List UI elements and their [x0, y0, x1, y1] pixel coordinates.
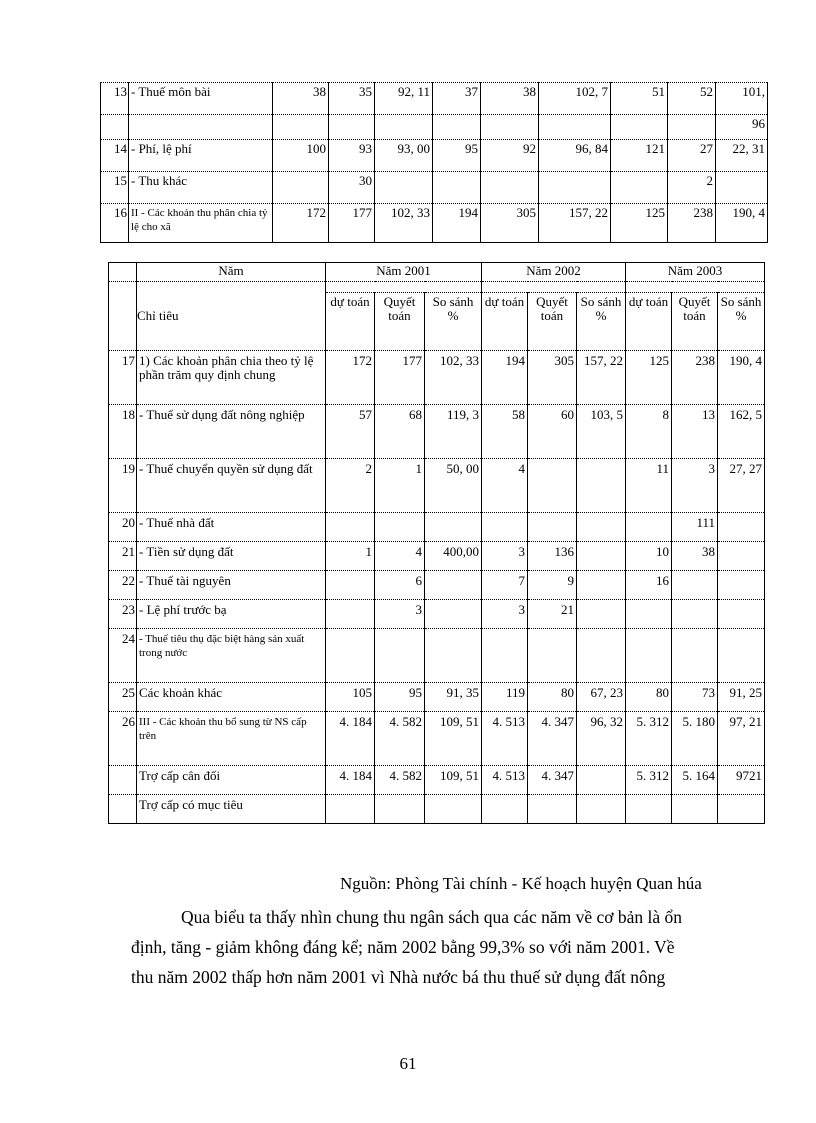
row-label: - Thuế tiêu thụ đặc biệt hàng sản xuất trong nước [137, 629, 326, 683]
table-row [101, 204, 768, 243]
value-cell: 80 [528, 683, 577, 712]
value-cell [528, 513, 577, 542]
value-cell [375, 795, 425, 824]
value-cell [425, 600, 482, 629]
header-year-label: Năm [137, 263, 326, 282]
row-label: - Thuế nhà đất [137, 513, 326, 542]
row-label: 1) Các khoản phân chia theo tỷ lệ phần trăm quy định chung [137, 351, 326, 405]
row-label: Các khoản khác [137, 683, 326, 712]
value-cell: 67, 23 [577, 683, 626, 712]
value-cell [481, 115, 539, 140]
row-label [129, 115, 273, 140]
value-cell: 37 [433, 83, 481, 115]
value-cell [326, 629, 375, 683]
value-cell: 11 [626, 459, 672, 513]
value-cell: 6 [375, 571, 425, 600]
row-index: 24 [109, 629, 137, 683]
table-row [109, 459, 765, 513]
header-du-toan-2002: dự toán [482, 293, 528, 351]
value-cell [326, 600, 375, 629]
value-cell: 4 [375, 542, 425, 571]
value-cell [672, 571, 718, 600]
table-row [101, 115, 768, 140]
table-row [109, 513, 765, 542]
value-cell: 190, 4 [716, 204, 768, 243]
value-cell: 102, 33 [375, 204, 433, 243]
value-cell [482, 629, 528, 683]
value-cell: 238 [672, 351, 718, 405]
value-cell [626, 629, 672, 683]
value-cell [718, 513, 765, 542]
table-row [109, 600, 765, 629]
value-cell: 162, 5 [718, 405, 765, 459]
row-index: 21 [109, 542, 137, 571]
value-cell [539, 115, 611, 140]
header-quyet-toan-2003: Quyết toán [672, 293, 718, 351]
row-label: - Lệ phí trước bạ [137, 600, 326, 629]
value-cell [577, 571, 626, 600]
value-cell [482, 513, 528, 542]
row-index: 20 [109, 513, 137, 542]
value-cell: 3 [482, 600, 528, 629]
value-cell: 38 [481, 83, 539, 115]
value-cell: 60 [528, 405, 577, 459]
value-cell: 27 [668, 140, 716, 172]
value-cell [528, 795, 577, 824]
value-cell: 100 [273, 140, 329, 172]
value-cell [273, 172, 329, 204]
value-cell: 21 [528, 600, 577, 629]
value-cell: 13 [672, 405, 718, 459]
table-row [109, 405, 765, 459]
value-cell [326, 513, 375, 542]
value-cell: 3 [672, 459, 718, 513]
value-cell: 105 [326, 683, 375, 712]
row-index [101, 115, 129, 140]
row-index [109, 766, 137, 795]
value-cell [718, 629, 765, 683]
row-label: - Thuế sử dụng đất nông nghiệp [137, 405, 326, 459]
header-quyet-toan-2001: Quyết toán [375, 293, 425, 351]
table-row [109, 629, 765, 683]
value-cell: 9721 [718, 766, 765, 795]
value-cell [528, 629, 577, 683]
value-cell: 125 [626, 351, 672, 405]
value-cell: 10 [626, 542, 672, 571]
value-cell [528, 459, 577, 513]
value-cell [433, 172, 481, 204]
value-cell: 96, 32 [577, 712, 626, 766]
header-year-2003: Năm 2003 [626, 263, 765, 282]
value-cell: 157, 22 [577, 351, 626, 405]
value-cell: 101, [716, 83, 768, 115]
value-cell: 1 [375, 459, 425, 513]
value-cell: 2 [326, 459, 375, 513]
value-cell [433, 115, 481, 140]
header-year-2001: Năm 2001 [326, 263, 482, 282]
value-cell: 177 [329, 204, 375, 243]
value-cell [718, 571, 765, 600]
table-row [109, 351, 765, 405]
table-row [109, 571, 765, 600]
value-cell: 2 [668, 172, 716, 204]
value-cell: 68 [375, 405, 425, 459]
value-cell: 238 [668, 204, 716, 243]
main-revenue-table [108, 262, 765, 824]
value-cell: 95 [375, 683, 425, 712]
value-cell [425, 571, 482, 600]
header-so-sanh-2003: So sánh % [718, 293, 765, 351]
value-cell: 109, 51 [425, 712, 482, 766]
value-cell: 4. 347 [528, 712, 577, 766]
value-cell [672, 629, 718, 683]
value-cell [577, 459, 626, 513]
value-cell [375, 629, 425, 683]
paragraph-line-2: định, tăng - giảm không đáng kể; năm 2002 bằng 99,3% so với năm 2001. Về [131, 937, 675, 957]
value-cell: 92 [481, 140, 539, 172]
value-cell: 125 [611, 204, 668, 243]
row-index: 13 [101, 83, 129, 115]
value-cell [611, 172, 668, 204]
value-cell [539, 172, 611, 204]
row-label: - Thuế môn bài [129, 83, 273, 115]
value-cell: 5. 312 [626, 766, 672, 795]
value-cell: 4. 184 [326, 712, 375, 766]
value-cell: 172 [326, 351, 375, 405]
value-cell: 102, 33 [425, 351, 482, 405]
value-cell: 57 [326, 405, 375, 459]
value-cell [273, 115, 329, 140]
table-row [101, 83, 768, 115]
value-cell: 52 [668, 83, 716, 115]
row-index: 23 [109, 600, 137, 629]
value-cell: 102, 7 [539, 83, 611, 115]
header-so-sanh-2002: So sánh % [577, 293, 626, 351]
value-cell [375, 115, 433, 140]
row-label: Trợ cấp có mục tiêu [137, 795, 326, 824]
paragraph-line-3: thu năm 2002 thấp hơn năm 2001 vì Nhà nước bá thu thuế sử dụng đất nông [131, 967, 666, 987]
value-cell: 73 [672, 683, 718, 712]
value-cell [672, 600, 718, 629]
value-cell: 305 [481, 204, 539, 243]
value-cell: 97, 21 [718, 712, 765, 766]
value-cell: 4. 184 [326, 766, 375, 795]
value-cell: 119, 3 [425, 405, 482, 459]
value-cell: 194 [433, 204, 481, 243]
header-du-toan-2001: dự toán [326, 293, 375, 351]
value-cell: 119 [482, 683, 528, 712]
value-cell: 96, 84 [539, 140, 611, 172]
value-cell: 91, 25 [718, 683, 765, 712]
value-cell: 51 [611, 83, 668, 115]
row-index: 15 [101, 172, 129, 204]
value-cell: 96 [716, 115, 768, 140]
row-label: II - Các khoản thu phân chia tỷ lệ cho xã [129, 204, 273, 243]
table-row [101, 172, 768, 204]
value-cell: 5. 180 [672, 712, 718, 766]
row-label: - Thuế chuyển quyền sử dụng đất [137, 459, 326, 513]
header-quyet-toan-2002: Quyết toán [528, 293, 577, 351]
value-cell: 136 [528, 542, 577, 571]
value-cell [481, 172, 539, 204]
row-label: - Thu khác [129, 172, 273, 204]
value-cell [626, 513, 672, 542]
value-cell: 38 [672, 542, 718, 571]
value-cell: 5. 164 [672, 766, 718, 795]
value-cell: 172 [273, 204, 329, 243]
value-cell: 4. 347 [528, 766, 577, 795]
value-cell [577, 600, 626, 629]
source-note: Nguồn: Phòng Tài chính - Kế hoạch huyện Quan húa [340, 874, 702, 893]
value-cell: 103, 5 [577, 405, 626, 459]
value-cell [626, 795, 672, 824]
value-cell: 3 [375, 600, 425, 629]
row-index: 22 [109, 571, 137, 600]
value-cell: 194 [482, 351, 528, 405]
value-cell: 305 [528, 351, 577, 405]
value-cell: 27, 27 [718, 459, 765, 513]
row-label: III - Các khoản thu bổ sung từ NS cấp trên [137, 712, 326, 766]
row-index: 18 [109, 405, 137, 459]
top-revenue-table [100, 82, 768, 243]
value-cell [577, 629, 626, 683]
value-cell [326, 795, 375, 824]
row-index: 26 [109, 712, 137, 766]
value-cell [611, 115, 668, 140]
value-cell [577, 766, 626, 795]
value-cell [425, 629, 482, 683]
value-cell: 93 [329, 140, 375, 172]
row-index: 17 [109, 351, 137, 405]
value-cell [326, 571, 375, 600]
value-cell [716, 172, 768, 204]
value-cell: 3 [482, 542, 528, 571]
value-cell: 30 [329, 172, 375, 204]
value-cell: 1 [326, 542, 375, 571]
value-cell: 111 [672, 513, 718, 542]
value-cell [375, 172, 433, 204]
header-index-cell [109, 263, 137, 282]
value-cell [626, 600, 672, 629]
header-year-2002: Năm 2002 [482, 263, 626, 282]
value-cell: 95 [433, 140, 481, 172]
header-indicator-label: Chỉ tiêu [137, 282, 326, 351]
value-cell [425, 795, 482, 824]
value-cell: 400,00 [425, 542, 482, 571]
value-cell: 109, 51 [425, 766, 482, 795]
value-cell: 121 [611, 140, 668, 172]
header-so-sanh-2001: So sánh % [425, 293, 482, 351]
value-cell: 4 [482, 459, 528, 513]
row-label: - Phí, lệ phí [129, 140, 273, 172]
value-cell: 8 [626, 405, 672, 459]
row-label: Trợ cấp cân đối [137, 766, 326, 795]
page-number: 61 [399, 1054, 417, 1073]
value-cell [425, 513, 482, 542]
row-label: - Thuế tài nguyên [137, 571, 326, 600]
value-cell: 4. 513 [482, 712, 528, 766]
value-cell: 91, 35 [425, 683, 482, 712]
value-cell [672, 795, 718, 824]
value-cell: 5. 312 [626, 712, 672, 766]
row-index: 19 [109, 459, 137, 513]
value-cell: 22, 31 [716, 140, 768, 172]
value-cell: 157, 22 [539, 204, 611, 243]
row-index: 25 [109, 683, 137, 712]
row-index: 16 [101, 204, 129, 243]
value-cell [718, 795, 765, 824]
value-cell: 4. 513 [482, 766, 528, 795]
paragraph-line-1: Qua biểu ta thấy nhìn chung thu ngân sách qua các năm về cơ bản là ổn [181, 907, 683, 927]
row-index [109, 795, 137, 824]
value-cell [577, 513, 626, 542]
value-cell: 4. 582 [375, 712, 425, 766]
value-cell: 35 [329, 83, 375, 115]
value-cell [482, 795, 528, 824]
value-cell: 92, 11 [375, 83, 433, 115]
table-row [101, 140, 768, 172]
value-cell: 190, 4 [718, 351, 765, 405]
header-du-toan-2003: dự toán [626, 293, 672, 351]
value-cell [718, 542, 765, 571]
value-cell: 38 [273, 83, 329, 115]
value-cell: 7 [482, 571, 528, 600]
row-label: - Tiền sử dụng đất [137, 542, 326, 571]
value-cell: 50, 00 [425, 459, 482, 513]
table-row [109, 795, 765, 824]
value-cell: 177 [375, 351, 425, 405]
table-row [109, 683, 765, 712]
value-cell [718, 600, 765, 629]
value-cell [577, 542, 626, 571]
value-cell: 4. 582 [375, 766, 425, 795]
value-cell [577, 795, 626, 824]
table-row [109, 542, 765, 571]
value-cell: 93, 00 [375, 140, 433, 172]
value-cell [668, 115, 716, 140]
value-cell: 16 [626, 571, 672, 600]
table-row [109, 766, 765, 795]
value-cell: 58 [482, 405, 528, 459]
value-cell [375, 513, 425, 542]
value-cell [329, 115, 375, 140]
value-cell: 9 [528, 571, 577, 600]
header-row-years [109, 263, 765, 282]
value-cell: 80 [626, 683, 672, 712]
header-spacer-row [109, 282, 765, 293]
table-row [109, 712, 765, 766]
row-index: 14 [101, 140, 129, 172]
